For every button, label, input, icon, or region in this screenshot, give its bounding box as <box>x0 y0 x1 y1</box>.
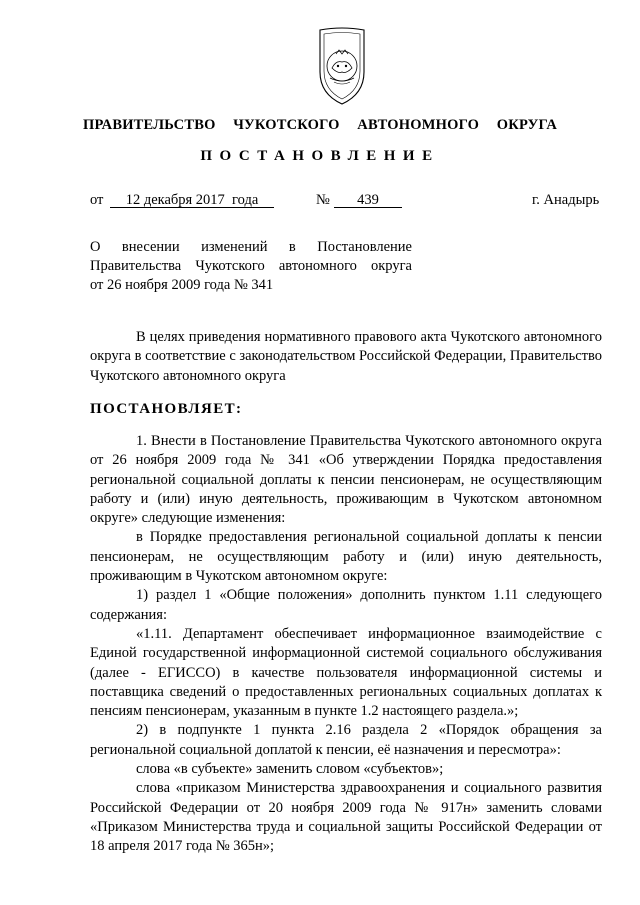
subject-line: Правительства Чукотского автономного округа <box>90 258 412 274</box>
number-label: № <box>316 192 330 208</box>
date-value: 12 декабря 2017 года <box>110 193 274 208</box>
preamble <box>90 328 602 386</box>
paragraph: слова «приказом Министерства здравоохранения и социального развития Российской Федерации от 20 ноября 2009 года № 917н» заменить словами «Приказом Министерства труда и социальной защиты Российской Федерации от 18 апреля 2017 года № 365н»; <box>90 780 602 855</box>
subject-block <box>90 238 412 295</box>
paragraph: 2) в подпункте 1 пункта 2.16 раздела 2 «Порядок обращения за региональной социальной доплатой к пенсии, её назначения и пересмотра»: <box>90 722 602 758</box>
paragraph: 1) раздел 1 «Общие положения» дополнить пунктом 1.11 следующего содержания: <box>90 587 602 623</box>
document-date <box>110 192 274 209</box>
number-value: 439 <box>334 193 402 208</box>
city: г. Анадырь <box>532 192 600 208</box>
paragraph: в Порядке предоставления региональной социальной доплаты к пенсии пенсионерам, не осуществляющим работу и (или) иную деятельность, проживающим в Чукотском автономном округе: <box>90 529 602 585</box>
subject-line: О внесении изменений в Постановление <box>90 239 412 255</box>
preamble-text: В целях приведения нормативного правового акта Чукотского автономного округа в соответствие с законодательством Российской Федерации, Правительство Чукотского автономного округа <box>90 329 603 384</box>
coat-of-arms-icon <box>306 24 378 108</box>
paragraph: слова «в субъекте» заменить словом «субъектов»; <box>136 761 444 778</box>
document-type: ПОСТАНОВЛЕНИЕ <box>200 148 440 164</box>
paragraph: 1. Внести в Постановление Правительства Чукотского автономного округа от 26 ноября 2009 года № 341 «Об утверждении Порядка предоставления региональной социальной доплаты к пенсии пенсионерам, не осуществляющим работу и (или) иную деятельность, проживающим в Чукотском автономном округе» следующие изменения: <box>90 433 602 527</box>
resolution-body <box>90 432 602 857</box>
resolves-heading: ПОСТАНОВЛЯЕТ: <box>90 401 243 417</box>
document-number <box>334 192 402 209</box>
date-prefix: от <box>90 192 104 208</box>
paragraph: «1.11. Департамент обеспечивает информационное взаимодействие с Единой государственной информационной системой социального обслуживания (далее - ЕГИССО) в качестве пользователя информационной системы и поставщика сведений о предоставленных региональных социальных доплатах к пенсиям пенсионерам, указанным в пункте 1.2 настоящего раздела.»; <box>90 625 602 720</box>
government-title: ПРАВИТЕЛЬСТВО ЧУКОТСКОГО АВТОНОМНОГО ОКРУГА <box>82 117 558 133</box>
subject-line: от 26 ноября 2009 года № 341 <box>90 277 274 293</box>
